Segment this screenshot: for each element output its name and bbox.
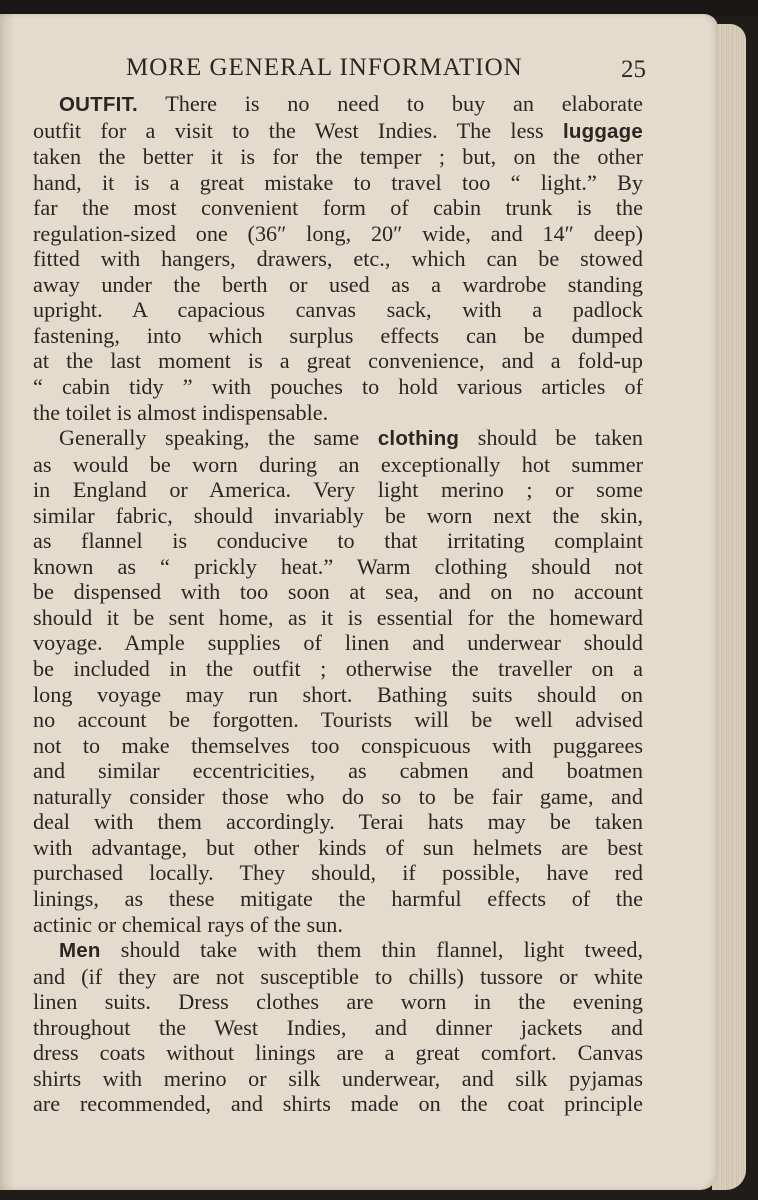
keyword-clothing: clothing bbox=[377, 427, 460, 451]
text-line: dress coats without linings are a great comfort. Canvas bbox=[33, 1040, 643, 1066]
text-line: be included in the outfit ; otherwise the traveller on a bbox=[33, 656, 643, 682]
text-line: the toilet is almost indispensable. bbox=[33, 399, 329, 425]
text-line: long voyage may run short. Bathing suits should on bbox=[33, 681, 643, 707]
text-line: fitted with hangers, drawers, etc., which can be stowed bbox=[33, 246, 643, 272]
text-line: “ cabin tidy ” with pouches to hold various articles of bbox=[33, 374, 643, 400]
paragraph-clothing bbox=[33, 425, 643, 937]
text-line: regulation-sized one (36″ long, 20″ wide, and 14″ deep) bbox=[33, 220, 643, 246]
section-heading-men: Men bbox=[59, 939, 101, 963]
text-line: taken the better it is for the temper ; but, on the other bbox=[33, 144, 643, 170]
section-heading-outfit: OUTFIT. bbox=[59, 93, 138, 116]
keyword-luggage: luggage bbox=[563, 119, 643, 143]
text-line: upright. A capacious canvas sack, with a padlock bbox=[33, 297, 643, 323]
text-line: fastening, into which surplus effects can be dumped bbox=[33, 322, 643, 348]
text-line: naturally consider those who do so to be fair game, and bbox=[33, 783, 643, 809]
text-line: deal with them accordingly. Terai hats may be taken bbox=[33, 809, 643, 835]
text-line: Generally speaking, the same clothing should be taken bbox=[59, 425, 643, 451]
gutter-shadow bbox=[0, 14, 14, 1190]
text-line: OUTFIT. There is no need to buy an elaborate bbox=[59, 91, 643, 116]
text-line: hand, it is a great mistake to travel too “ light.” By bbox=[33, 169, 643, 195]
text-line: are recommended, and shirts made on the coat principle bbox=[33, 1091, 643, 1117]
text-line: linen suits. Dress clothes are worn in the evening bbox=[33, 989, 643, 1015]
body-text bbox=[33, 91, 643, 1117]
text-line: similar fabric, should invariably be worn next the skin, bbox=[33, 502, 643, 528]
text-line: not to make themselves too conspicuous with puggarees bbox=[33, 732, 643, 758]
text-line: as flannel is conducive to that irritating complaint bbox=[33, 528, 643, 554]
text-line: should it be sent home, as it is essential for the homeward bbox=[33, 604, 643, 630]
text-line: shirts with merino or silk underwear, and silk pyjamas bbox=[33, 1065, 643, 1091]
text-line: and similar eccentricities, as cabmen and boatmen bbox=[33, 758, 643, 784]
paragraph-outfit bbox=[33, 91, 643, 425]
text-line: voyage. Ample supplies of linen and underwear should bbox=[33, 630, 643, 656]
text-line: Men should take with them thin flannel, light tweed, bbox=[59, 937, 643, 963]
header-title: MORE GENERAL INFORMATION bbox=[126, 54, 523, 81]
paragraph-men bbox=[33, 937, 643, 1117]
text-line: and (if they are not susceptible to chills) tussore or white bbox=[33, 963, 643, 989]
text-line: as would be worn during an exceptionally hot summer bbox=[33, 451, 643, 477]
page-number: 25 bbox=[621, 56, 646, 83]
text-line: purchased locally. They should, if possible, have red bbox=[33, 860, 643, 886]
text-line: with advantage, but other kinds of sun helmets are best bbox=[33, 834, 643, 860]
text-line: known as “ prickly heat.” Warm clothing should not bbox=[33, 553, 643, 579]
text-line: in England or America. Very light merino ; or some bbox=[33, 477, 643, 503]
text-line: far the most convenient form of cabin trunk is the bbox=[33, 195, 643, 221]
text-line: at the last moment is a great convenience, and a fold-up bbox=[33, 348, 643, 374]
text-line: actinic or chemical rays of the sun. bbox=[33, 911, 343, 937]
running-header bbox=[126, 54, 646, 88]
text-line: be dispensed with too soon at sea, and on no account bbox=[33, 579, 643, 605]
text-line: away under the berth or used as a wardrobe standing bbox=[33, 271, 643, 297]
text-line: no account be forgotten. Tourists will be well advised bbox=[33, 707, 643, 733]
text-line: linings, as these mitigate the harmful effects of the bbox=[33, 885, 643, 911]
text-line: outfit for a visit to the West Indies. The less luggage bbox=[33, 117, 643, 143]
text-line: throughout the West Indies, and dinner jackets and bbox=[33, 1014, 643, 1040]
